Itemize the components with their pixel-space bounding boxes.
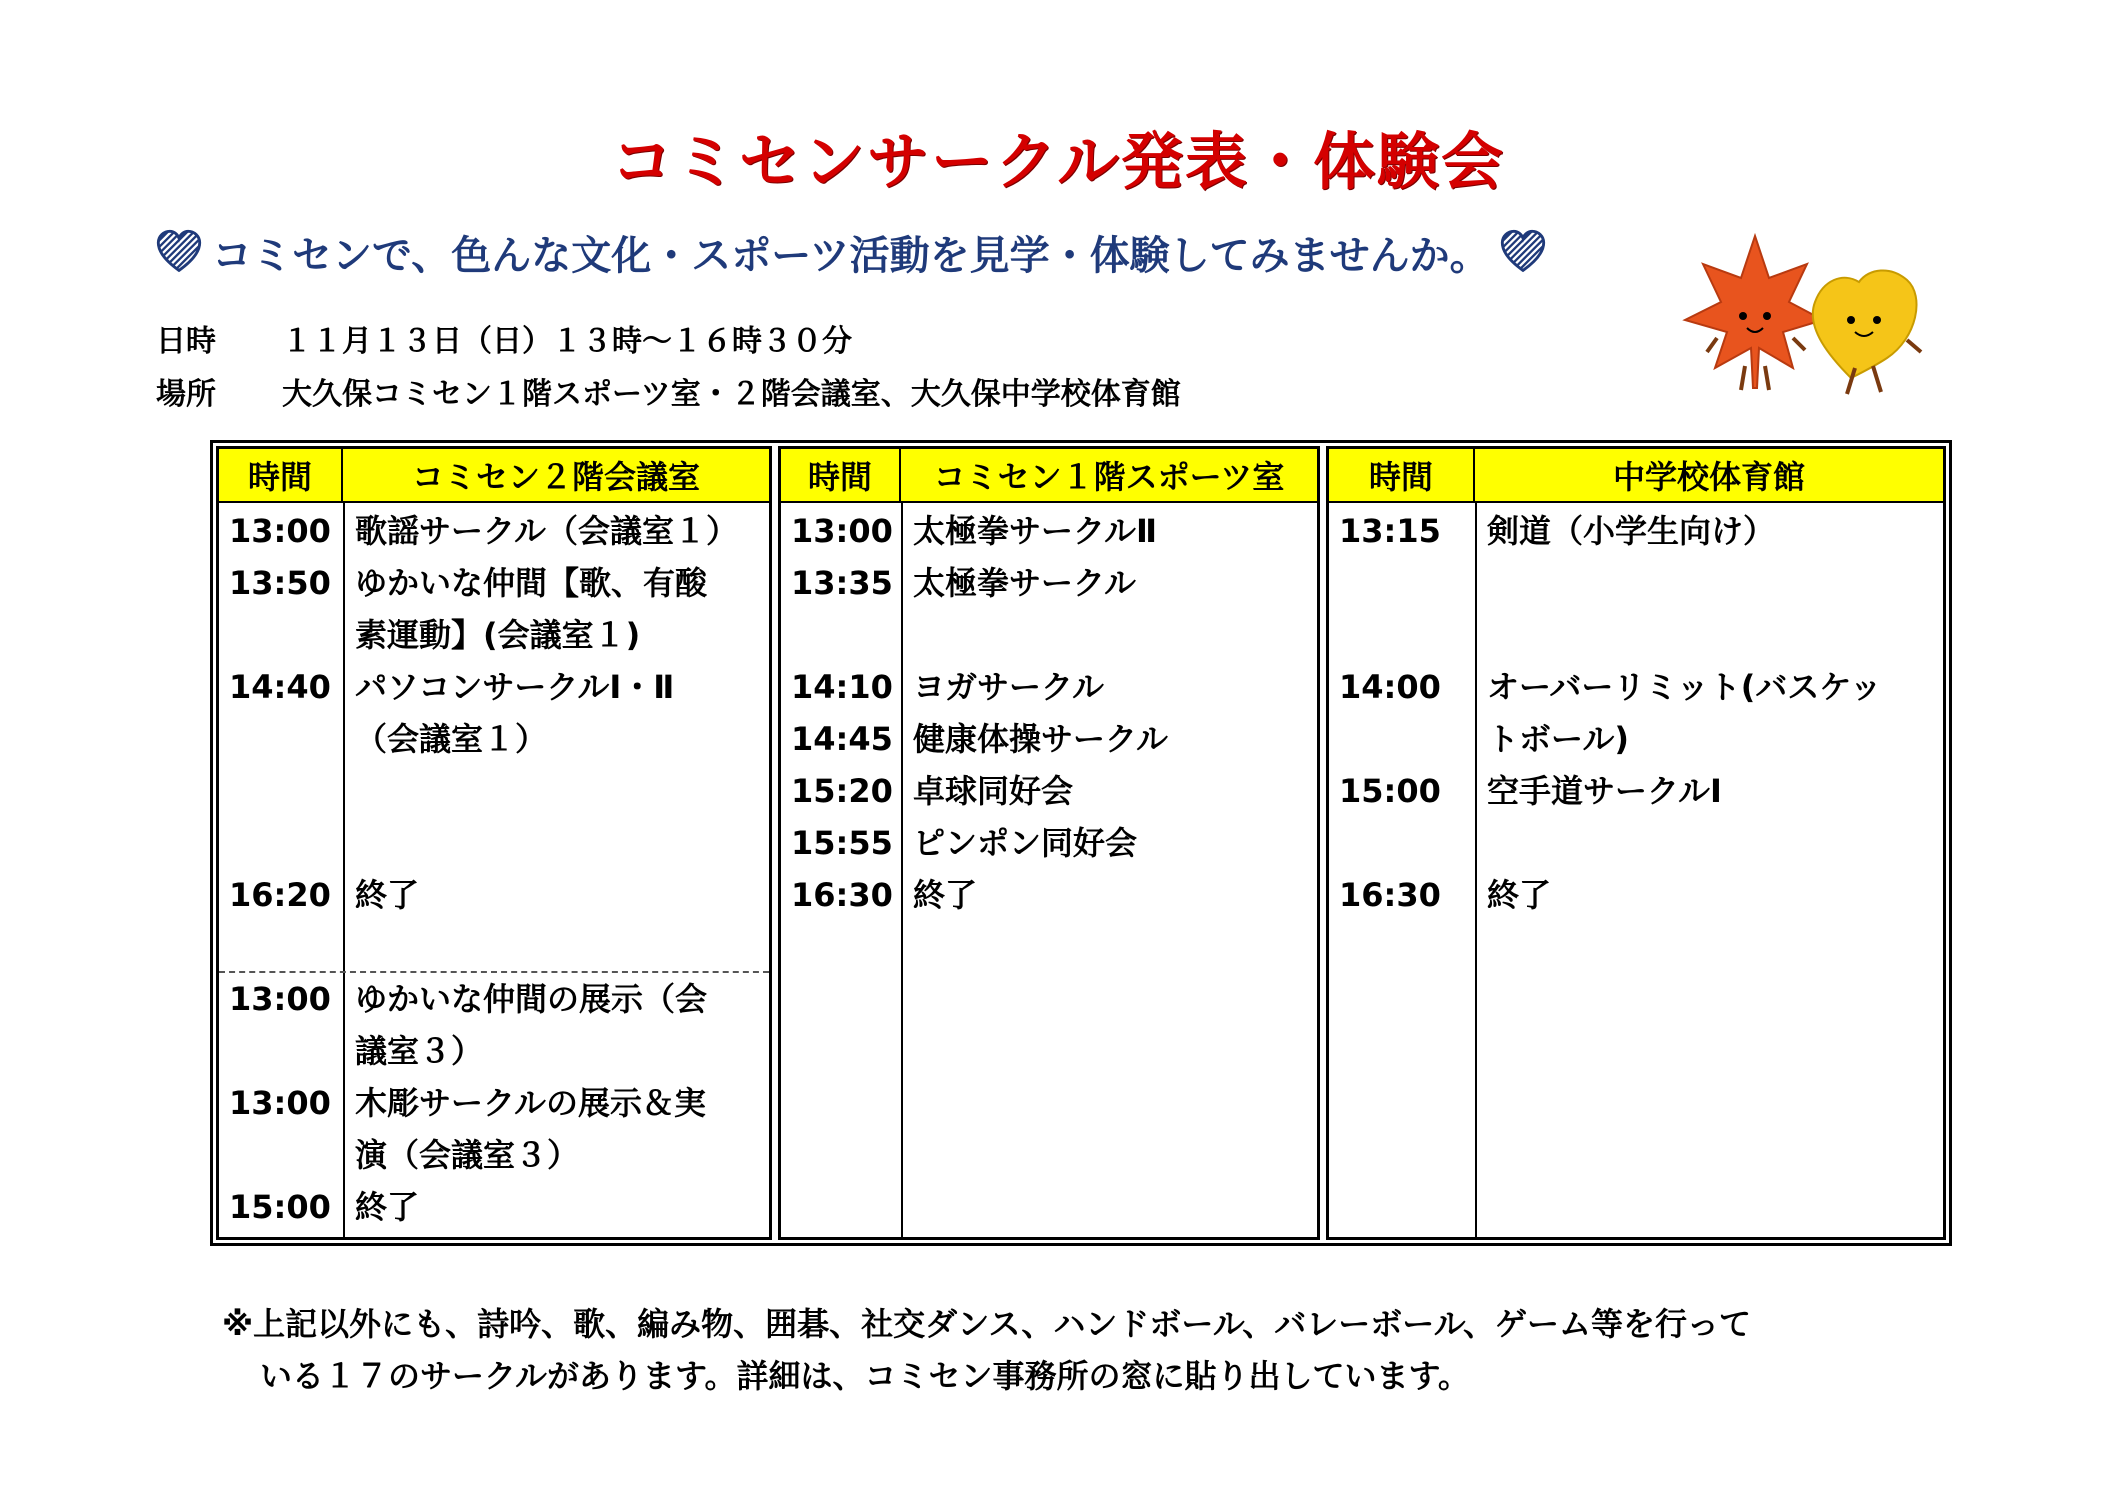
row-event: ゆかいな仲間の展示（会 議室３）: [355, 980, 708, 1070]
row-event: 終了: [355, 1188, 420, 1226]
schedule-row: [781, 817, 1317, 869]
schedule-row: [781, 713, 1317, 765]
row-time: 16:20: [229, 876, 331, 914]
heart-icon: [156, 229, 202, 275]
row-event: ゆかいな仲間【歌、有酸 素運動】(会議室１): [355, 564, 708, 654]
row-time: 14:40: [229, 668, 331, 706]
schedule-row: [1329, 505, 1943, 557]
panel-header: [219, 449, 769, 503]
ginkgo-leaf-illustration: [1813, 270, 1921, 394]
row-event: 健康体操サークル: [913, 720, 1169, 758]
row-event: オーバーリミット(バスケッ トボール): [1487, 668, 1882, 758]
schedule-row: [781, 661, 1317, 713]
row-event: 卓球同好会: [913, 772, 1074, 810]
footnote-line-1: ※上記以外にも、詩吟、歌、編み物、囲碁、社交ダンス、ハンドボール、バレーボール、ゲーム等を行って: [222, 1305, 1752, 1343]
schedule-row: [219, 1181, 769, 1233]
row-time: 15:00: [1339, 772, 1441, 810]
schedule-row: [1329, 661, 1943, 765]
row-event: ピンポン同好会: [913, 824, 1138, 862]
row-event: 歌謡サークル（会議室１）: [355, 512, 739, 550]
row-time: 16:30: [791, 876, 893, 914]
schedule-row: [219, 557, 769, 661]
maple-leaf-illustration: [1685, 236, 1823, 390]
row-event: 剣道（小学生向け）: [1487, 512, 1776, 550]
schedule-row: [219, 973, 769, 1077]
date-value: １１月１３日（日）１３時～１６時３０分: [282, 324, 852, 359]
row-time: 13:35: [791, 564, 893, 602]
time-header: 時間: [219, 449, 343, 501]
schedule-row: [781, 557, 1317, 609]
row-event: 太極拳サークルⅡ: [913, 512, 1158, 550]
schedule-panel-room2f: [216, 446, 772, 1240]
schedule-row: [1329, 869, 1943, 921]
panel-header: [1329, 449, 1943, 503]
row-event: ヨガサークル: [913, 668, 1105, 706]
place-value: 大久保コミセン１階スポーツ室・２階会議室、大久保中学校体育館: [282, 377, 1181, 412]
schedule-row: [781, 765, 1317, 817]
footnote: [222, 1298, 1751, 1402]
page-title: コミセンサークル発表・体験会: [610, 125, 1506, 198]
autumn-leaves-illustration: [1655, 228, 1930, 398]
row-time: 13:15: [1339, 512, 1441, 550]
row-event: 終了: [913, 876, 978, 914]
row-time: 13:00: [229, 1084, 331, 1122]
schedule-row: [1329, 765, 1943, 817]
schedule-row: [781, 869, 1317, 921]
row-time: 16:30: [1339, 876, 1441, 914]
row-time: 15:00: [229, 1188, 331, 1226]
row-time: 15:55: [791, 824, 893, 862]
row-event: 太極拳サークル: [913, 564, 1137, 602]
schedule-row: [219, 661, 769, 765]
schedule-row: [781, 505, 1317, 557]
row-time: 14:45: [791, 720, 893, 758]
row-event: 終了: [1487, 876, 1552, 914]
row-time: 13:50: [229, 564, 331, 602]
row-time: 14:00: [1339, 668, 1441, 706]
schedule-row: [219, 869, 769, 921]
row-time: 13:00: [229, 980, 331, 1018]
venue-header: コミセン１階スポーツ室: [933, 458, 1285, 496]
row-event: 終了: [355, 876, 420, 914]
row-time: 14:10: [791, 668, 893, 706]
date-row: [156, 316, 852, 360]
footnote-line-2: いる１７のサークルがあります。詳細は、コミセン事務所の窓に貼り出しています。: [260, 1357, 1470, 1395]
row-time: 13:00: [791, 512, 893, 550]
schedule-row: [219, 1077, 769, 1181]
place-label: 場所: [156, 377, 216, 412]
date-label: 日時: [156, 324, 216, 359]
row-time: 15:20: [791, 772, 893, 810]
time-header: 時間: [1329, 449, 1475, 501]
heart-icon: [1500, 229, 1546, 275]
subtitle-text: コミセンで、色んな文化・スポーツ活動を見学・体験してみませんか。: [212, 232, 1490, 279]
schedule-panel-sports1f: [778, 446, 1320, 1240]
panel-header: [781, 449, 1317, 503]
row-event: 空手道サークルⅠ: [1487, 772, 1722, 810]
row-time: 13:00: [229, 512, 331, 550]
time-header: 時間: [781, 449, 901, 501]
venue-header: コミセン２階会議室: [411, 458, 700, 496]
row-event: 木彫サークルの展示＆実 演（会議室３）: [355, 1084, 707, 1174]
venue-header: 中学校体育館: [1612, 458, 1805, 496]
subtitle: [156, 222, 1546, 282]
place-row: [156, 369, 1181, 413]
row-event: パソコンサークルⅠ・Ⅱ （会議室１）: [355, 668, 675, 758]
schedule-row: [219, 505, 769, 557]
schedule-panel-gym: [1326, 446, 1946, 1240]
